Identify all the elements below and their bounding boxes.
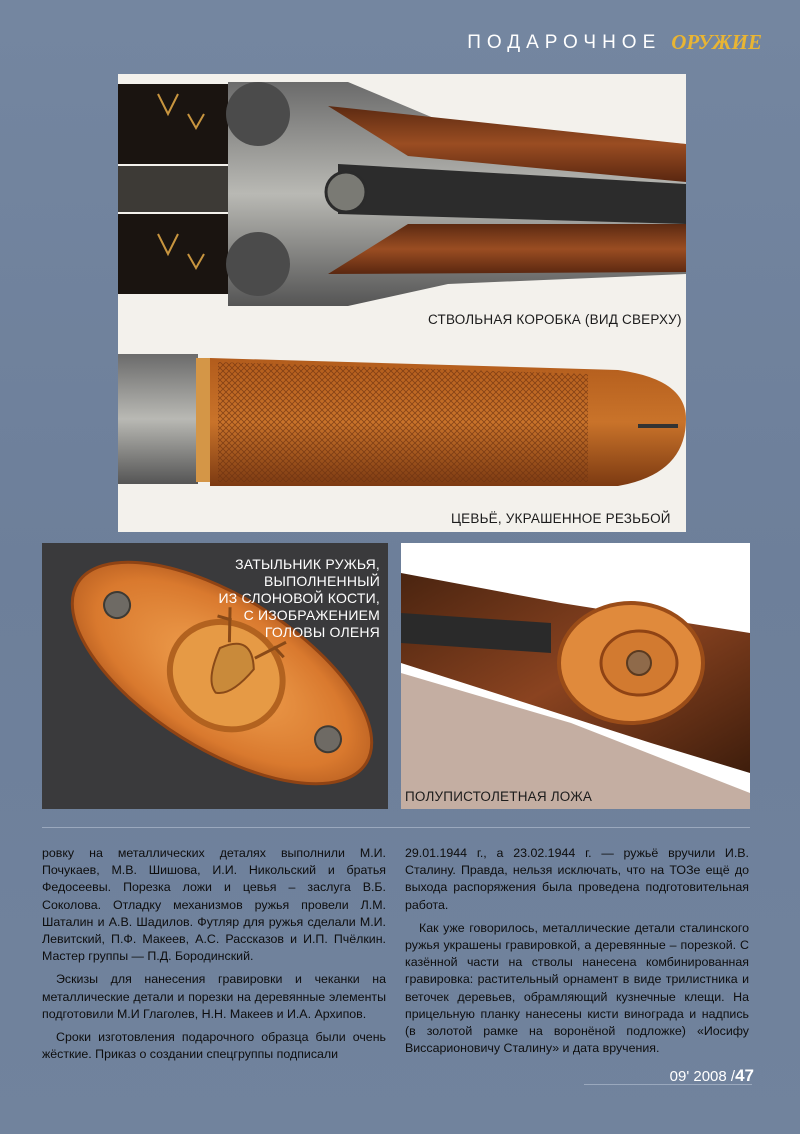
stock-illustration (401, 543, 750, 809)
photo-stock (401, 543, 750, 809)
paragraph: ровку на металлических деталях выполнили М.И. Почукаев, М.В. Шишова, И.И. Никольский и братья Федосеевы. Порезка ложи и цевья – заслуга В.Б. Соколова. Отладку механизмов ружья провели Л.М. Шаталин и А.В. Шадилов. Футляр для ружья сделали М.И. Левитский, П.Ф. Макеев, А.С. Рассказов и И.П. Пчёлкин. Мастер группы — П.Д. Бородинский. (42, 846, 386, 964)
magazine-logo: ОРУЖИЕ (671, 30, 762, 54)
caption-forend: ЦЕВЬЁ, УКРАШЕННОЕ РЕЗЬБОЙ (451, 511, 671, 526)
paragraph: Сроки изготовления подарочного образца были очень жёсткие. Приказ о создании спецгруппы подписали (42, 1030, 386, 1062)
caption-receiver-top: СТВОЛЬНАЯ КОРОБКА (ВИД СВЕРХУ) (428, 312, 682, 327)
page-header (467, 30, 762, 55)
receiver-forend-illustration (118, 74, 686, 532)
paragraph: Как уже говорилось, металлические детали сталинского ружья украшены гравировкой, а деревянные – порезкой. С казённой части на стволы нанесена комбинированная гравировка: растительный орнамент в виде трилистника и веточек деревьев, обрамляющий кузнечные клещи. На прицельную планку нанесены кисти винограда и надпись (в золотой рамке на воронёной подложке) «Иосифу Виссарионовичу Сталину» и дата вручения. (405, 920, 749, 1056)
folio: 09' 2008 /47 (669, 1066, 754, 1085)
caption-buttplate-line: ИЗ СЛОНОВОЙ КОСТИ, (218, 590, 380, 606)
caption-buttplate-line: ЗАТЫЛЬНИК РУЖЬЯ, (235, 556, 380, 572)
caption-buttplate-line: С ИЗОБРАЖЕНИЕМ (243, 607, 380, 623)
caption-buttplate-line: ВЫПОЛНЕННЫЙ (263, 573, 380, 589)
photo-receiver-and-forend (118, 74, 686, 532)
paragraph: 29.01.1944 г., а 23.02.1944 г. — ружьё вручили И.В. Сталину. Правда, нельзя исключать, что на ТОЗе ещё до выхода распоряжения была проведена подготовительная работа. (405, 846, 749, 912)
text-column-left (42, 845, 386, 1063)
text-column-right (405, 845, 749, 1057)
issue-number: 09' 2008 (669, 1068, 727, 1085)
photo-buttplate (42, 543, 388, 809)
caption-buttplate-line: ГОЛОВЫ ОЛЕНЯ (264, 624, 380, 640)
section-label: ПОДАРОЧНОЕ (467, 31, 662, 53)
paragraph: Эскизы для нанесения гравировки и чеканки на металлические детали и порезки на деревянные элементы подготовили М.И Глаголев, Н.Н. Макеев и И.А. Архипов. (42, 972, 386, 1021)
page-number: 47 (735, 1066, 754, 1085)
caption-buttplate (180, 556, 380, 641)
caption-stock: ПОЛУПИСТОЛЕТНАЯ ЛОЖА (405, 789, 593, 804)
divider (42, 827, 750, 828)
